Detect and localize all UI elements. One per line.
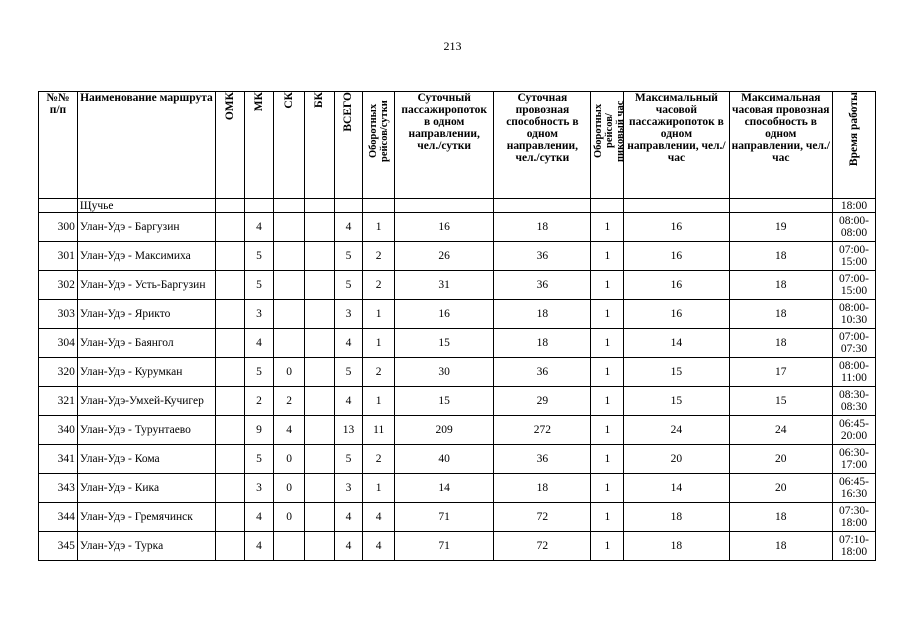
cell-max-capacity: 24 (729, 416, 832, 445)
cell-max-capacity: 19 (729, 213, 832, 242)
cell-name: Улан-Удэ - Гремячинск (77, 503, 215, 532)
cell-daily-capacity: 18 (494, 300, 591, 329)
cell-mk: 9 (244, 416, 274, 445)
header-mk-label: МК (252, 92, 265, 112)
cell-sk (274, 271, 305, 300)
header-peak-trips (591, 92, 627, 199)
cell-max-flow: 16 (624, 242, 729, 271)
cell-time: 06:45-16:30 (832, 474, 875, 503)
cell-max-flow: 16 (624, 271, 729, 300)
cell-total: 5 (334, 445, 363, 474)
header-name: Наименование маршрута (77, 92, 215, 199)
cell-total: 4 (334, 329, 363, 358)
cell-num: 321 (39, 387, 78, 416)
cell-max-capacity: 18 (729, 532, 832, 561)
cell-sk: 0 (274, 503, 305, 532)
cell-max-capacity: 20 (729, 445, 832, 474)
cell-sk (274, 532, 305, 561)
cell-name: Улан-Удэ - Ярикто (77, 300, 215, 329)
cell-mk: 4 (244, 532, 274, 561)
cell-omk (216, 199, 245, 213)
cell-peak: 1 (591, 445, 624, 474)
cell-name: Улан-Удэ - Турунтаево (77, 416, 215, 445)
cell-name: Улан-Удэ-Умхей-Кучигер (77, 387, 215, 416)
cell-daily-flow: 30 (395, 358, 494, 387)
cell-omk (216, 300, 245, 329)
cell-turnover: 2 (363, 445, 395, 474)
cell-bk (305, 416, 335, 445)
cell-name: Улан-Удэ - Турка (77, 532, 215, 561)
cell-time: 06:45-20:00 (832, 416, 875, 445)
header-turnover (363, 92, 395, 199)
cell-total (334, 199, 363, 213)
cell-max-flow: 15 (624, 358, 729, 387)
header-omk (216, 92, 245, 199)
cell-omk (216, 329, 245, 358)
cell-mk: 2 (244, 387, 274, 416)
continuation-row (39, 199, 876, 213)
cell-daily-capacity: 36 (494, 271, 591, 300)
cell-name: Щучье (77, 199, 215, 213)
header-work-time-label: Время работы (847, 92, 860, 167)
cell-num: 343 (39, 474, 78, 503)
cell-max-flow (624, 199, 729, 213)
cell-peak: 1 (591, 300, 624, 329)
header-daily-capacity: Суточная провозная способность в одном направлении, чел./сутки (494, 92, 591, 199)
cell-mk: 5 (244, 242, 274, 271)
cell-mk: 4 (244, 503, 274, 532)
routes-table (38, 91, 876, 561)
cell-total: 4 (334, 387, 363, 416)
cell-daily-flow: 71 (395, 532, 494, 561)
cell-sk (274, 300, 305, 329)
cell-turnover: 1 (363, 387, 395, 416)
cell-omk (216, 242, 245, 271)
header-turnover-label: Оборотных рейсов/сутки (367, 100, 390, 162)
cell-total: 4 (334, 532, 363, 561)
cell-turnover: 2 (363, 271, 395, 300)
cell-max-capacity: 17 (729, 358, 832, 387)
cell-turnover: 2 (363, 358, 395, 387)
cell-num: 302 (39, 271, 78, 300)
cell-max-flow: 20 (624, 445, 729, 474)
cell-time: 07:10-18:00 (832, 532, 875, 561)
cell-bk (305, 358, 335, 387)
header-omk-label: ОМК (223, 92, 236, 121)
cell-daily-flow: 209 (395, 416, 494, 445)
cell-daily-flow: 14 (395, 474, 494, 503)
header-sk (274, 92, 305, 199)
cell-daily-flow: 16 (395, 300, 494, 329)
cell-max-flow: 14 (624, 329, 729, 358)
cell-max-capacity: 15 (729, 387, 832, 416)
cell-name: Улан-Удэ - Максимиха (77, 242, 215, 271)
cell-daily-capacity: 36 (494, 445, 591, 474)
table-row (39, 300, 876, 329)
cell-omk (216, 503, 245, 532)
cell-omk (216, 213, 245, 242)
cell-peak (591, 199, 624, 213)
cell-turnover: 4 (363, 532, 395, 561)
cell-bk (305, 445, 335, 474)
cell-time: 06:30-17:00 (832, 445, 875, 474)
cell-sk (274, 213, 305, 242)
cell-daily-flow: 16 (395, 213, 494, 242)
cell-time: 07:30-18:00 (832, 503, 875, 532)
cell-total: 4 (334, 213, 363, 242)
cell-max-capacity: 18 (729, 271, 832, 300)
cell-num: 301 (39, 242, 78, 271)
header-max-hourly-capacity: Максимальная часовая провозная способность в одном направлении, чел./час (729, 92, 832, 199)
cell-sk: 0 (274, 358, 305, 387)
cell-peak: 1 (591, 329, 624, 358)
cell-sk (274, 242, 305, 271)
cell-sk: 0 (274, 474, 305, 503)
cell-num: 344 (39, 503, 78, 532)
cell-time: 07:00-15:00 (832, 271, 875, 300)
cell-omk (216, 271, 245, 300)
cell-bk (305, 532, 335, 561)
cell-mk: 5 (244, 445, 274, 474)
cell-daily-capacity: 72 (494, 503, 591, 532)
cell-total: 5 (334, 358, 363, 387)
cell-turnover (363, 199, 395, 213)
table-row (39, 242, 876, 271)
cell-daily-flow: 15 (395, 329, 494, 358)
cell-total: 5 (334, 271, 363, 300)
cell-max-capacity: 20 (729, 474, 832, 503)
cell-name: Улан-Удэ - Баянгол (77, 329, 215, 358)
cell-max-flow: 16 (624, 300, 729, 329)
cell-time: 08:00-08:00 (832, 213, 875, 242)
cell-total: 4 (334, 503, 363, 532)
table-row (39, 416, 876, 445)
cell-daily-flow: 71 (395, 503, 494, 532)
cell-turnover: 1 (363, 213, 395, 242)
cell-peak: 1 (591, 213, 624, 242)
cell-name: Улан-Удэ - Усть-Баргузин (77, 271, 215, 300)
cell-daily-capacity: 29 (494, 387, 591, 416)
cell-bk (305, 387, 335, 416)
table-row (39, 474, 876, 503)
header-mk (244, 92, 274, 199)
cell-max-flow: 16 (624, 213, 729, 242)
cell-peak: 1 (591, 503, 624, 532)
cell-peak: 1 (591, 242, 624, 271)
cell-bk (305, 503, 335, 532)
cell-num: 320 (39, 358, 78, 387)
cell-daily-capacity: 36 (494, 358, 591, 387)
cell-time: 07:00-15:00 (832, 242, 875, 271)
cell-omk (216, 532, 245, 561)
cell-max-flow: 15 (624, 387, 729, 416)
cell-peak: 1 (591, 387, 624, 416)
cell-num (39, 199, 78, 213)
header-total (334, 92, 363, 199)
cell-total: 13 (334, 416, 363, 445)
cell-turnover: 4 (363, 503, 395, 532)
cell-sk: 2 (274, 387, 305, 416)
cell-mk: 4 (244, 329, 274, 358)
cell-max-capacity: 18 (729, 300, 832, 329)
header-row (39, 92, 876, 199)
cell-daily-flow: 26 (395, 242, 494, 271)
cell-sk (274, 329, 305, 358)
header-total-label: ВСЕГО (342, 92, 355, 132)
cell-max-capacity: 18 (729, 329, 832, 358)
cell-max-capacity (729, 199, 832, 213)
cell-omk (216, 474, 245, 503)
cell-num: 303 (39, 300, 78, 329)
header-sk-label: СК (283, 92, 296, 109)
cell-turnover: 2 (363, 242, 395, 271)
cell-daily-flow (395, 199, 494, 213)
cell-mk: 3 (244, 300, 274, 329)
cell-daily-flow: 15 (395, 387, 494, 416)
cell-mk (244, 199, 274, 213)
cell-daily-flow: 40 (395, 445, 494, 474)
cell-time: 18:00 (832, 199, 875, 213)
header-work-time (832, 92, 875, 199)
cell-num: 340 (39, 416, 78, 445)
cell-daily-capacity: 36 (494, 242, 591, 271)
cell-time: 08:00-11:00 (832, 358, 875, 387)
header-daily-flow: Суточный пассажиропоток в одном направлении, чел./сутки (395, 92, 494, 199)
cell-daily-capacity: 272 (494, 416, 591, 445)
cell-omk (216, 445, 245, 474)
cell-num: 341 (39, 445, 78, 474)
cell-daily-capacity: 18 (494, 474, 591, 503)
cell-max-capacity: 18 (729, 242, 832, 271)
cell-bk (305, 271, 335, 300)
page-number: 213 (443, 39, 462, 53)
cell-turnover: 11 (363, 416, 395, 445)
cell-daily-flow: 31 (395, 271, 494, 300)
table-row (39, 445, 876, 474)
cell-total: 5 (334, 242, 363, 271)
table-row (39, 532, 876, 561)
cell-name: Улан-Удэ - Баргузин (77, 213, 215, 242)
cell-total: 3 (334, 474, 363, 503)
cell-bk (305, 199, 335, 213)
header-max-hourly-flow: Максимальный часовой пассажиропоток в одном направлении, чел./час (624, 92, 729, 199)
header-bk (305, 92, 335, 199)
cell-sk: 4 (274, 416, 305, 445)
cell-turnover: 1 (363, 329, 395, 358)
cell-bk (305, 474, 335, 503)
cell-peak: 1 (591, 532, 624, 561)
table-row (39, 213, 876, 242)
cell-mk: 3 (244, 474, 274, 503)
cell-mk: 5 (244, 271, 274, 300)
cell-daily-capacity: 72 (494, 532, 591, 561)
table-row (39, 271, 876, 300)
cell-omk (216, 387, 245, 416)
cell-mk: 5 (244, 358, 274, 387)
cell-daily-capacity: 18 (494, 329, 591, 358)
cell-max-flow: 24 (624, 416, 729, 445)
cell-sk: 0 (274, 445, 305, 474)
table-row (39, 503, 876, 532)
cell-bk (305, 213, 335, 242)
cell-daily-capacity (494, 199, 591, 213)
header-bk-label: БК (313, 92, 326, 108)
cell-time: 07:00-07:30 (832, 329, 875, 358)
cell-name: Улан-Удэ - Кика (77, 474, 215, 503)
cell-bk (305, 329, 335, 358)
table-row (39, 329, 876, 358)
cell-omk (216, 416, 245, 445)
cell-omk (216, 358, 245, 387)
cell-total: 3 (334, 300, 363, 329)
cell-time: 08:30-08:30 (832, 387, 875, 416)
cell-name: Улан-Удэ - Курумкан (77, 358, 215, 387)
cell-max-flow: 18 (624, 503, 729, 532)
cell-time: 08:00-10:30 (832, 300, 875, 329)
cell-max-capacity: 18 (729, 503, 832, 532)
cell-bk (305, 242, 335, 271)
cell-max-flow: 18 (624, 532, 729, 561)
cell-max-flow: 14 (624, 474, 729, 503)
header-peak-trips-label: Оборотных рейсов/ пиковый час (593, 100, 627, 162)
header-num: №№ п/п (39, 92, 78, 199)
cell-peak: 1 (591, 358, 624, 387)
cell-num: 345 (39, 532, 78, 561)
cell-bk (305, 300, 335, 329)
cell-num: 300 (39, 213, 78, 242)
cell-turnover: 1 (363, 474, 395, 503)
cell-peak: 1 (591, 416, 624, 445)
cell-peak: 1 (591, 271, 624, 300)
cell-name: Улан-Удэ - Кома (77, 445, 215, 474)
cell-mk: 4 (244, 213, 274, 242)
cell-turnover: 1 (363, 300, 395, 329)
cell-sk (274, 199, 305, 213)
cell-num: 304 (39, 329, 78, 358)
cell-daily-capacity: 18 (494, 213, 591, 242)
table-row (39, 387, 876, 416)
table-row (39, 358, 876, 387)
cell-peak: 1 (591, 474, 624, 503)
